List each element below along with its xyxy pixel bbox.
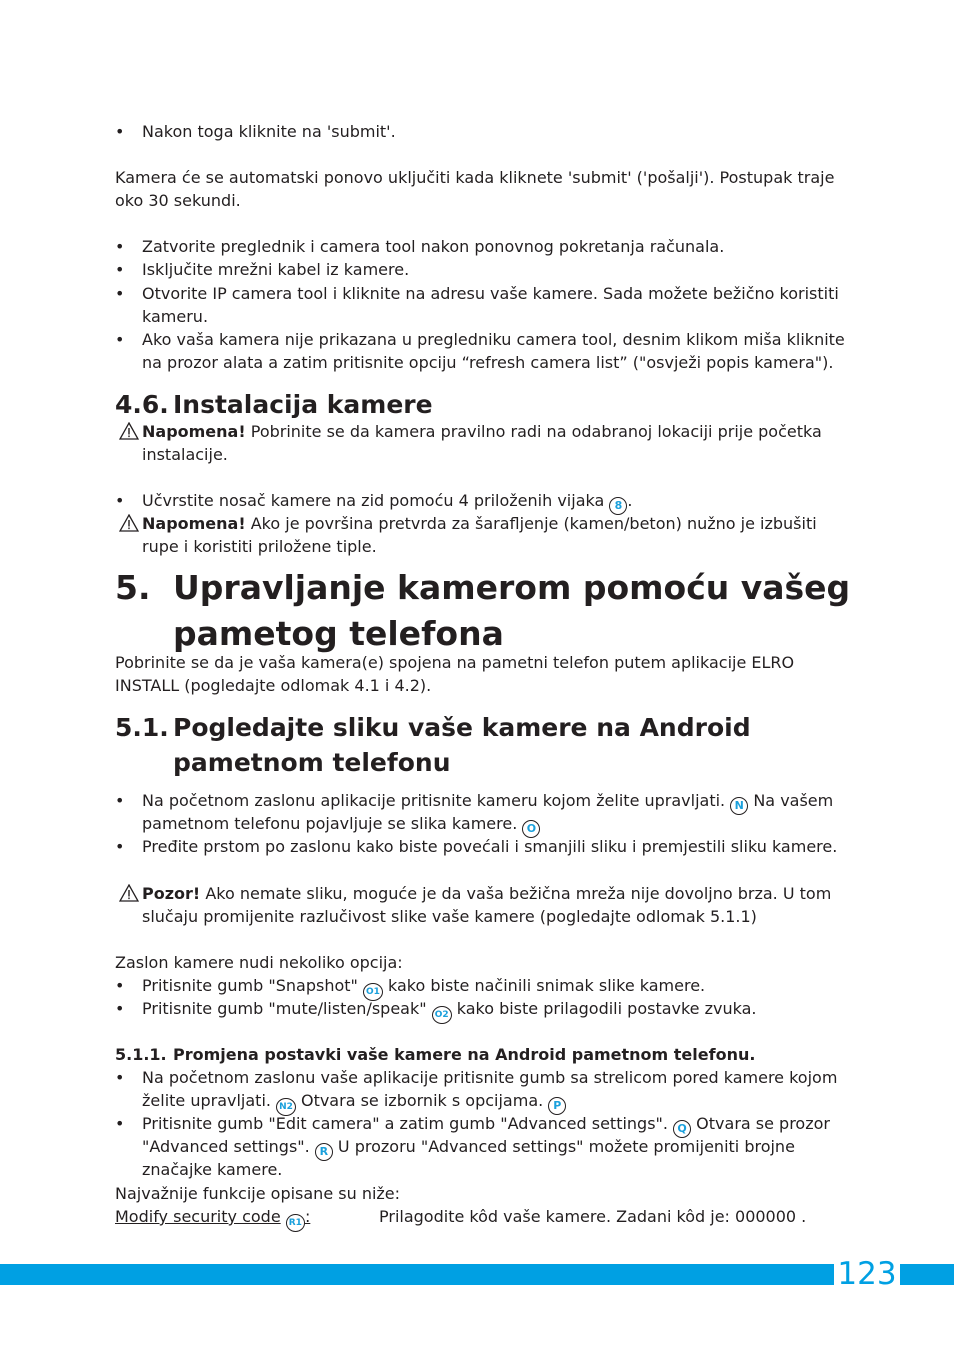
note-text: Ako je površina pretvrda za šarafljenje (kamen/beton) nužno je izbušiti — [250, 514, 817, 533]
marker-N: N — [730, 797, 748, 815]
marker-R: R — [315, 1143, 333, 1161]
list-item-continuation — [142, 1091, 566, 1116]
term-colon: : — [304, 1207, 311, 1226]
definition-description: Prilagodite kôd vaše kamere. Zadani kôd je: 000000 . — [379, 1207, 807, 1226]
punctuation: . — [627, 491, 633, 510]
section-title-continuation: pametog telefona — [173, 614, 504, 653]
list-item-text: kako biste načinili snimak slike kamere. — [387, 976, 706, 995]
marker-8: 8 — [609, 497, 627, 515]
list-item: Pređite prstom po zaslonu kako biste povećali i smanjili sliku i premjestili sliku kamere. — [142, 837, 838, 856]
bullet: • — [115, 999, 125, 1018]
list-item-text: "Advanced settings". — [142, 1137, 310, 1156]
section-number: 5.1.1. — [115, 1045, 167, 1064]
bullet: • — [115, 976, 125, 995]
list-item: Ako vaša kamera nije prikazana u pregledniku camera tool, desnim klikom miša kliknite — [142, 330, 845, 349]
list-item-text: želite upravljati. — [142, 1091, 271, 1110]
marker-N2: N2 — [276, 1098, 296, 1116]
bullet: • — [115, 1068, 125, 1087]
bullet: • — [115, 837, 125, 856]
warning-triangle-icon — [119, 884, 139, 902]
paragraph-line: oko 30 sekundi. — [115, 191, 241, 210]
marker-O1: O1 — [363, 983, 383, 1001]
section-title: Instalacija kamere — [173, 390, 433, 419]
note-label: Napomena! — [142, 422, 246, 441]
list-item-continuation: kameru. — [142, 307, 209, 326]
list-item-continuation — [142, 1137, 795, 1161]
list-item-continuation — [142, 814, 540, 838]
bullet: • — [115, 122, 125, 141]
section-heading-4-6 — [115, 390, 433, 420]
marker-R1: R1 — [286, 1214, 305, 1232]
note-line: rupe i koristiti priložene tiple. — [142, 537, 377, 556]
list-item-text: Na vašem — [753, 791, 834, 810]
section-title: Promjena postavki vaše kamere na Android pametnom telefonu. — [173, 1045, 756, 1064]
note-line: instalacije. — [142, 445, 228, 464]
note-label: Napomena! — [142, 514, 246, 533]
marker-O: O — [522, 820, 540, 838]
marker-Q: Q — [673, 1120, 691, 1138]
list-item-text: Na početnom zaslonu aplikacije pritisnite kameru kojom želite upravljati. — [142, 791, 726, 810]
note-line — [142, 514, 817, 534]
section-number: 5. — [115, 568, 151, 607]
list-item — [142, 1114, 830, 1138]
bullet: • — [115, 330, 125, 349]
list-item-continuation: na prozor alata a zatim pritisnite opciju “refresh camera list” ("osvježi popis kamera"). — [142, 353, 834, 372]
list-item — [142, 976, 705, 1001]
list-item-text: U prozoru "Advanced settings" možete promijeniti brojne — [337, 1137, 795, 1156]
list-item — [142, 491, 632, 515]
definition-term — [115, 1207, 310, 1232]
warning-triangle-icon — [119, 514, 139, 532]
caution-text: Ako nemate sliku, moguće je da vaša bežična mreža nije dovoljno brza. U tom — [205, 884, 832, 903]
paragraph-line: INSTALL (pogledajte odlomak 4.1 i 4.2). — [115, 676, 432, 695]
list-item: Na početnom zaslonu vaše aplikacije pritisnite gumb sa strelicom pored kamere kojom — [142, 1068, 838, 1087]
list-item-text: Pritisnite gumb "mute/listen/speak" — [142, 999, 427, 1018]
paragraph-line: Najvažnije funkcije opisane su niže: — [115, 1184, 401, 1203]
section-number: 5.1. — [115, 713, 169, 742]
paragraph-line: Nakon toga kliknite na 'submit'. — [142, 122, 396, 141]
bullet: • — [115, 491, 125, 510]
list-item — [142, 999, 757, 1024]
footer-bar — [0, 1264, 954, 1285]
list-item-text: Pritisnite gumb "Edit camera" a zatim gumb "Advanced settings". — [142, 1114, 668, 1133]
marker-P: P — [548, 1097, 566, 1115]
list-item-text: kako biste prilagodili postavke zvuka. — [456, 999, 757, 1018]
list-item-text: pametnom telefonu pojavljuje se slika kamere. — [142, 814, 518, 833]
bullet: • — [115, 260, 125, 279]
note-text: Pobrinite se da kamera pravilno radi na odabranoj lokaciji prije početka — [250, 422, 822, 441]
list-item-text: Otvara se prozor — [696, 1114, 830, 1133]
section-heading-5-1-1 — [115, 1045, 755, 1065]
bullet: • — [115, 791, 125, 810]
paragraph-line: Zaslon kamere nudi nekoliko opcija: — [115, 953, 403, 972]
marker-O2: O2 — [432, 1006, 452, 1024]
caution-label: Pozor! — [142, 884, 201, 903]
list-item — [142, 791, 833, 815]
section-heading-5-1 — [115, 713, 751, 743]
list-item: Zatvorite preglednik i camera tool nakon ponovnog pokretanja računala. — [142, 237, 725, 256]
section-title-continuation: pametnom telefonu — [173, 748, 451, 777]
paragraph-line: Pobrinite se da je vaša kamera(e) spojena na pametni telefon putem aplikacije ELRO — [115, 653, 795, 672]
note-line — [142, 422, 822, 442]
section-heading-5 — [115, 568, 850, 608]
section-number: 4.6. — [115, 390, 169, 419]
bullet: • — [115, 1114, 125, 1133]
section-title: Upravljanje kamerom pomoću vašeg — [173, 568, 851, 607]
warning-triangle-icon — [119, 422, 139, 440]
caution-line: slučaju promijenite razlučivost slike vaše kamere (pogledajte odlomak 5.1.1) — [142, 907, 757, 926]
list-item-continuation: značajke kamere. — [142, 1160, 283, 1179]
bullet: • — [115, 237, 125, 256]
list-item-text: Učvrstite nosač kamere na zid pomoću 4 priloženih vijaka — [142, 491, 605, 510]
term-label: Modify security code — [115, 1207, 281, 1226]
list-item: Otvorite IP camera tool i kliknite na adresu vaše kamere. Sada možete bežično koristiti — [142, 284, 839, 303]
bullet: • — [115, 284, 125, 303]
list-item-text: Pritisnite gumb "Snapshot" — [142, 976, 358, 995]
list-item: Isključite mrežni kabel iz kamere. — [142, 260, 410, 279]
list-item-text: Otvara se izbornik s opcijama. — [300, 1091, 544, 1110]
page-number: 123 — [834, 1259, 900, 1290]
caution-line — [142, 884, 831, 904]
paragraph-line: Kamera će se automatski ponovo uključiti kada kliknete 'submit' ('pošalji'). Postupak traje — [115, 168, 835, 187]
section-title: Pogledajte sliku vaše kamere na Android — [173, 713, 751, 742]
